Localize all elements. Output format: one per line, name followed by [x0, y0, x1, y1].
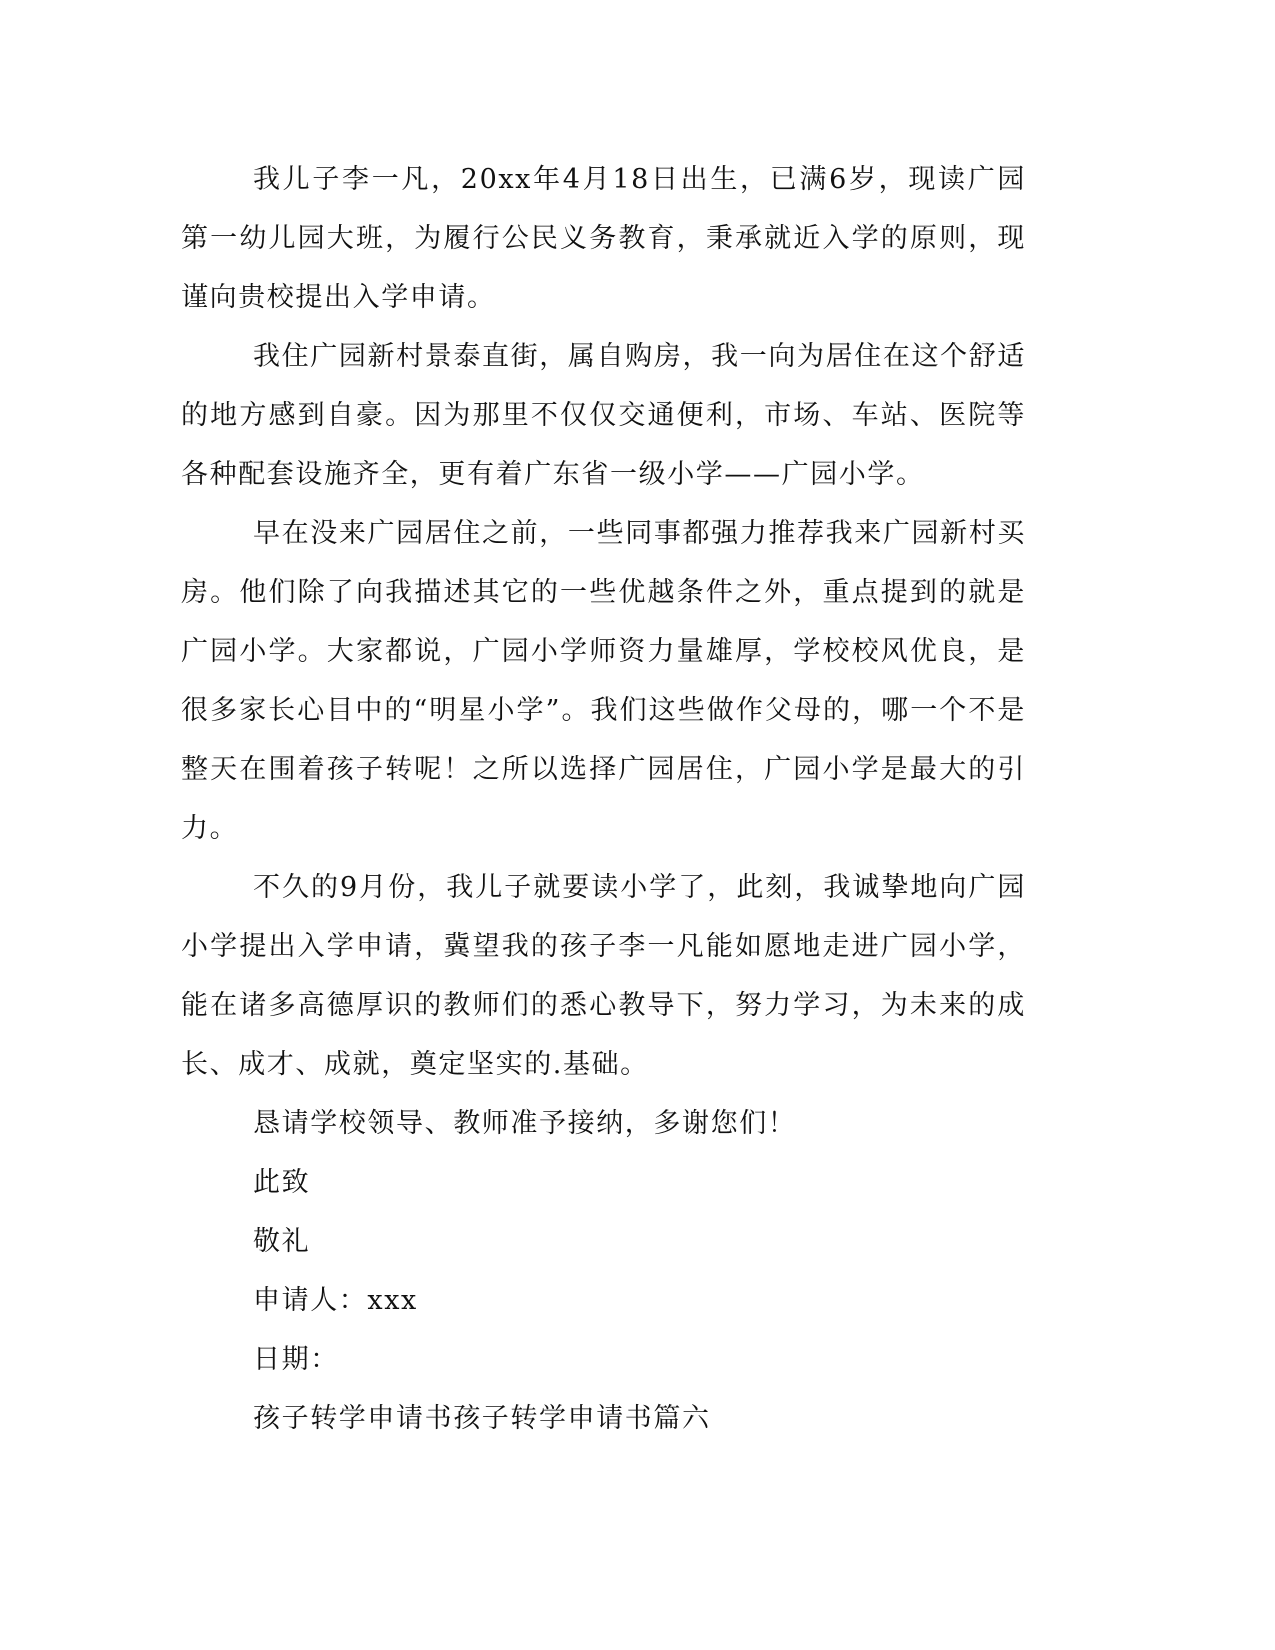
letter-body [181, 150, 1026, 1448]
salutation-cizhi: 此致 [253, 1167, 311, 1198]
paragraph-application: 不久的9月份，我儿子就要读小学了，此刻，我诚挚地向广园小学提出入学申请，冀望我的孩子李一凡能如愿地走进广园小学，能在诸多高德厚识的教师们的悉心教导下，努力学习，为未来的成长、成才、成就，奠定坚实的.基础。 [181, 872, 1026, 1080]
paragraph-intro: 我儿子李一凡，20xx年4月18日出生，已满6岁，现读广园第一幼儿园大班，为履行公民义务教育，秉承就近入学的原则，现谨向贵校提出入学申请。 [181, 164, 1026, 313]
date-line: 日期： [253, 1344, 339, 1375]
paragraph-reason: 早在没来广园居住之前，一些同事都强力推荐我来广园新村买房。他们除了向我描述其它的一些优越条件之外，重点提到的就是广园小学。大家都说，广园小学师资力量雄厚，学校校风优良，是很多家长心目中的“明星小学”。我们这些做作父母的，哪一个不是整天在围着孩子转呢！之所以选择广园居住，广园小学是最大的引力。 [181, 518, 1026, 844]
applicant-line: 申请人：xxx [253, 1285, 418, 1316]
paragraph-residence: 我住广园新村景泰直街，属自购房，我一向为居住在这个舒适的地方感到自豪。因为那里不仅仅交通便利，市场、车站、医院等各种配套设施齐全，更有着广东省一级小学——广园小学。 [181, 341, 1026, 490]
next-section-title: 孩子转学申请书孩子转学申请书篇六 [253, 1403, 711, 1434]
salutation-jingli: 敬礼 [253, 1226, 311, 1257]
closing-request: 恳请学校领导、教师准予接纳，多谢您们！ [253, 1108, 797, 1139]
